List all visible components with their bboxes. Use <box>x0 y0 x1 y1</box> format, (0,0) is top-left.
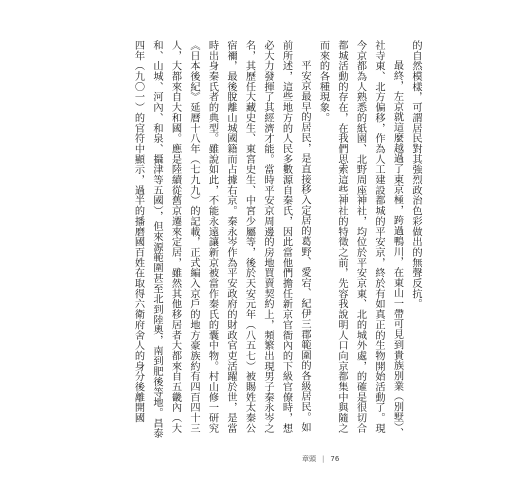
paragraph-continued: 的自然模樣，可謂居民對其強烈政治色彩做出的無聲反抗。 <box>410 40 421 310</box>
footer-separator: | <box>322 455 325 463</box>
section-label: 章頭 <box>302 455 316 463</box>
page-footer <box>302 454 339 464</box>
paragraph: 最終，左京就這麼越過了東京極，跨過鴨川，在東山一帶可見到貴族別業（別墅）、社寺東、北方偏移，作為人工建設都城的平安京，終於有如真正的生物開始活動了。現今京都為人熟悉的紙園、北野周座神社，均位於平安京東、北的城外處，的確是很切合都城活動的存在，在我們思索這些神社的特徵之前，先容我說明人口向京都集中與隨之而來的各種現象。 <box>317 40 403 439</box>
paragraph: 平安京最早的居民，是直接移入定居的葛野、愛宕、紀伊三郡範圍的各級居民。如前所述，這些地方的人民多數源自秦氏，因此當他們擔任新京官衙內的下級官僚時，想必大力發揮了其經濟才能。當時平安京周邊的房地買賣契約上，頻繁出現男子秦永岑之名，其歷任大藏史生、東宮史生、中宮少屬等，後於天安元年（八五七）被賜姓太秦公宿禰，最後脫離山城國籍而占據右京。秦永岑作為平安政府的財政官吏活躍於世，是當時出身秦氏者的典型。雖說如此，不能永遠讓新京被當作秦氏的囊中物。村山修一研究《日本後紀》延曆十八年（七九九）的記載，正式編入京戶的地方豪族約有四百四十三人，大都來自大和國。應是陸續從舊京遷來定居，雖然其他移居者大都來自五畿內（大和、山城、河內、和泉、攝津等五國），但來源範圍甚至北到陸奧，南到肥後等地。昌泰四年（九〇一）的官符中顯示，過半的播磨國百姓在取得六衛府舍人的身分後離開國 <box>132 40 310 439</box>
page-number: 76 <box>330 455 340 463</box>
vertical-text-block <box>128 40 424 440</box>
